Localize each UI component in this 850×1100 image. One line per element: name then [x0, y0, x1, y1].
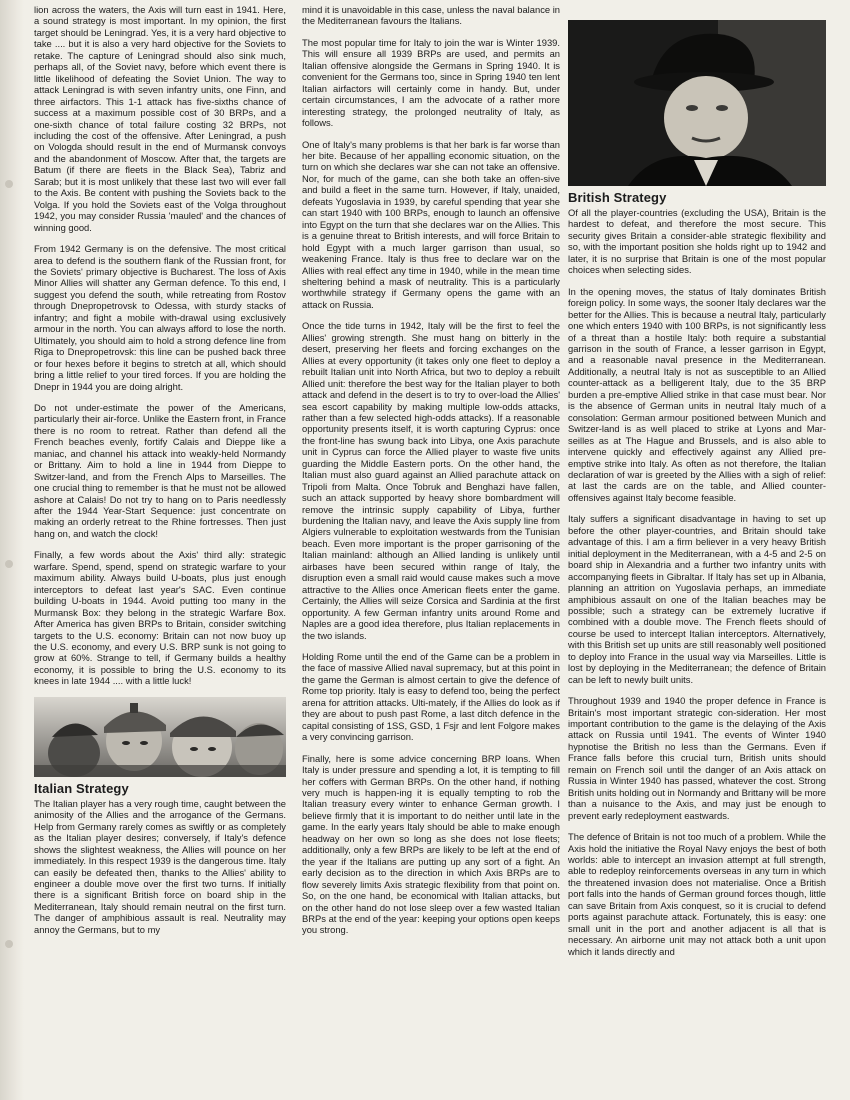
- binding-gutter: [0, 0, 24, 1100]
- section-heading-italian-strategy: Italian Strategy: [34, 780, 129, 796]
- column-1: [34, 4, 286, 945]
- paragraph: Once the tide turns in 1942, Italy will be the first to feel the Allies' growing strength. She must hang on bitterly in the desert, preserving her fleets and forcing exchanges on the Allies at every opportunity (it takes only one fleet to deploy a rebuilt Italian unit into North Africa, but two to deploy a rebuilt Allied unit: therefore the best way for the Italian player to both attack and defend in the desert is to try to over-load the Allies' sea escort capability by making multiple low-odds attacks, rather than a few selected high-odds attacks). If a reasonable opportunity presents itself, it is worth capturing Cyprus: once the front-line has swung back into Libya, one Axis parachute unit in Cyprus can force the Allied player to waste five units guarding the Middle Eastern ports. On the other hand, the Italian must also guard against an Allied parachute attack on Tripoli from Malta. Once Tobruk and Benghazi have fallen, such an attack supported by heavy shore bombardment will remove the intrinsic supply capability of Libya, further burdening the Italian navy, and leave the Axis supply line from Algiers vulnerable to exploitation westwards from the Tunisian beach. Even more important is the proper garrisoning of the Italian mainland: although an Allied landing is unlikely until airbases have been secured within range of Italy, the disruption even a small raid would cause makes such a move attractive to the Allies once American fleets enter the game. Certainly, the Allies will seize Corsica and Sardinia at the first opportunity. A few German infantry units around Rome and Naples are a good idea therefore, plus Italian replacements in the two islands.: [302, 320, 560, 641]
- section-heading-british-strategy: British Strategy: [568, 190, 667, 205]
- paragraph: From 1942 Germany is on the defensive. The most critical area to defend is the southern flank of the Russian front, for the Soviets' primary objective is Bucharest. The loss of Axis Minor Allies will shatter any German defence. To this end, I suggest you defend the south, while retreating from Rostov through Dnepropetrovsk to Odessa, with sturdy stacks of infantry; and fight a mobile with-drawal using exclusively armour in the north. You can always afford to lose the north. Ultimately, you should aim to hold a strong defence line from Riga to Dnepropetrovsk: this line can be pushed back three or four hexes before it begins to stretch at all, which should bring a little relief to your tired forces. If you are holding the Dnepr in 1944 you are doing alright.: [34, 243, 286, 392]
- paragraph: Throughout 1939 and 1940 the proper defence in France is Britain's most important strategic con-sideration. Her most important contribution to the game is the delaying of the Axis attack on Russia until 1941. The events of Winter 1940 hypnotise the British no less than the Germans. Even if France falls before this crucial turn, British units should remain on French soil until the danger of an Axis attack on Russia in Winter 1940 has passed, whatever the cost. Strong British units holding out in Normandy and Brittany will be more than a nuisance to the Axis, and may just be enough to prevent early redeployment eastwards.: [568, 695, 826, 821]
- column-3: [568, 4, 826, 967]
- paragraph: Finally, a few words about the Axis' third ally: strategic warfare. Spend, spend, spend on strategic warfare to your maximum ability. Always build U-boats, plus just enough interceptors to defeat last year's SAC. Even continue building U-boats in 1944. Avoid putting too many in the Murmansk Box: they belong in the strategic Warfare Box. After America has given BRPs to Britain, consider switching targets to the U.S. economy: Britain can not now buoy up the U.S. economy, and every U.S. BRP sunk is not going to grow at 60%. Strange to tell, if Germany builds a healthy economy, it is possible to bring the U.S. economy to its knees in late 1944 .... with a little luck!: [34, 549, 286, 687]
- paragraph: One of Italy's many problems is that her bark is far worse than her bite. Because of her appalling economic situation, on the turn on which she declares war she can not take an offensive. Nor, for much of the game, can she both take an offen-sive and build a fleet in the same turn. However, if Italy, unaided, defeats Yugoslavia in 1939, by careful spending that year she can start 1940 with 100 BRPs, enough to launch an offensive into Egypt on the turn that she declares war on the Allies. This is a genuine threat to British interests, and will force Britain to hold Egypt with a much larger garrison than usual, so weakening France. Italy is thus free to declare war on the Allies with real effect any time in 1940, while in the mean time sheltering behind a mask of neutrality. This is a particularly worthwhile strategy if Germany opens the game with an attack on Russia.: [302, 138, 560, 310]
- paragraph: mind it is unavoidable in this case, unless the naval balance in the Mediterranean favours the Italians.: [302, 4, 560, 27]
- paragraph: Of all the player-countries (excluding the USA), Britain is the hardest to defeat, and therefore the most secure. This security gives Britain a consider-able strategic flexibility and so, with the important position she holds right up to 1942 and later, it is no surprise that Britain is one of the most popular choices when selecting sides.: [568, 207, 826, 276]
- italian-soldiers-photo: [34, 697, 286, 777]
- column-2: [302, 4, 560, 946]
- paragraph: The most popular time for Italy to join the war is Winter 1939. This will ensure all 1939 BRPs are used, and permits an Italian offensive alongside the Germans in Spring 1940. It is convenient for the Germans too, since in Spring 1940 ten lent Italian airfactors will certainly come in handy. But, under certain circumstances, I am the advocate of a rather more interesting strategy, the prolonged neutrality of Italy, as follows.: [302, 36, 560, 129]
- paragraph: The Italian player has a very rough time, caught between the animosity of the Allies and the arrogance of the Germans. Help from Germany rarely comes as swiftly or as completely as the Italian player desires; conversely, if Italy's defence shows the slightest weakness, the Allies will pounce on her immediately. In this respect 1939 is the dangerous time. Italy can easily be defeated then, thanks to the Allies' ability to engineer a double move over the first two turns. If initially there is a significant British force on board ship in the Mediterranean, Italy should remain neutral on the first turn. The danger of amphibious assault is real. Neutrality may annoy the Germans, but to my: [34, 797, 286, 935]
- paragraph: Do not under-estimate the power of the Americans, particularly their air-force. Unlike the Eastern front, in France there is no room to retreat. Rather than defend all the French beaches evenly, fortify Calais and Dieppe like a maniac, and channel his attack into weakly-held Normandy or Brittany. Aim to hold a line in 1944 from Dieppe to Switzer-land, and from the French Alps to Marseilles. The one crucial thing to remember is that he must not be allowed ashore at Calais! Do not try to hang on to Paris needlessly after the 1944 Year-Start Sequence: just concentrate on making an orderly retreat to the Rhine fortresses. Then just hang on, and watch the clock!: [34, 401, 286, 539]
- churchill-photo: [568, 20, 826, 186]
- paragraph: lion across the waters, the Axis will turn east in 1941. Here, a sound strategy is most important. In my opinion, the first target should be Leningrad. Yes, it is a very hard objective to take .... but it is also a very hard objective for the Soviets to retake. The capture of Leningrad should also sink much, perhaps all, of the Soviet navy, before which event there is little likelihood of defeating the Soviet Union. The way to attack Leningrad is with seven infantry units, one Finn, and three airfactors. This 1-1 attack has five-sixths chance of success at a maximum possible cost of 30 BRPs, and a one-sixth chance of total failure costing 32 BRPs, not including the cost of the offensive. After Leningrad, a push on Vologda should result in the end of Murmansk convoys and the abandonment of Moscow. After that, the targets are Batum (if there are fleets in the Black Sea), Tabriz and Sarab; but it is most unlikely that these last two will ever fall to the Axis. Be content with pushing the Soviets back to the Volga. If you hold the Soviets east of the Volga throughout 1942, you may consider Russia 'mauled' and the chances of winning good.: [34, 4, 286, 233]
- paragraph: In the opening moves, the status of Italy dominates British foreign policy. In some ways, the sooner Italy declares war the better for the Allies. This is because a neutral Italy, particularly one which enters 1940 with 100 BRPs, is not significantly less of a threat than a hostile Italy: both require a substantial garrison in the south of France, a lesser garrison in Egypt, and a reasonable naval presence in the Mediterranean. Additionally, a neutral Italy is not as susceptible to an Allied counter-attack as a belligerent Italy, due to the 35 BRP burden a pre-emptive Allied strike in that case must bear. Nor is the absence of German units in neutral Italy much of a consolation: German armour positioned between Munich and Switzer-land is as well placed to strike at Lyons and Mar-seilles as at The Hague and Brussels, and is also able to intervene quickly and effectively against any Allied pre-emptive strike into Italy. As often as not therefore, the Italian declaration of war is greeted by the Allies with a sigh of relief: at last the cards are on the table, and Allied counter-offensives against Italy become feasible.: [568, 285, 826, 503]
- paragraph: The defence of Britain is not too much of a problem. While the Axis hold the initiative the Royal Navy enjoys the best of both worlds: able to intercept an invasion attempt at full strength, able to redeploy reinforcements overseas in any turn in which the threatened invasion does not materialise. Once a British port falls into the hands of German ground forces though, little can save Britain from Axis conquest, so it is crucial to defend ports against parachute attack. Fortunately, this is easy: one small unit in the port and another adjacent is all that is necessary. An airborne unit may not attack both a unit upon which it lands directly and: [568, 831, 826, 957]
- paragraph: Italy suffers a significant disadvantage in having to set up before the other player-countries, and Britain should take advantage of this. I am a firm believer in a very heavy British initial deployment in the Mediterranean, with a 4-5 and 2-5 on board ship in Alexandria and a further two infantry units with accompanying fleets in Gibraltar. If Italy has set up in Albania, planning an attrition on Yugoslavia perhaps, an immediate amphibious assault on one of the Italian beaches may be possible; such a strategy can be extremely lucrative if combined with a double move. The French fleets should of course be used to intercept Italian interceptors. Alternatively, with this British set up units are still reasonably well positioned to deploy into France in the usual way via Marseilles. Little is lost by deploying in the Mediterranean; the defence of Britain can be left to newly built units.: [568, 513, 826, 685]
- paragraph: Finally, here is some advice concerning BRP loans. When Italy is under pressure and spending a lot, it is tempting to fill her coffers with German BRPs. On the other hand, if nothing very much is happen-ing it is equally tempting to rob the Italian treasury every winter to enhance German growth. I believe firmly that it is important to do neither until late in the game. In the early years Italy should be able to make enough headway on her own so long as she does not lose fleets; additionally, only a few BRPs are likely to be left at the end of the year if the Italians are putting up any sort of a fight. An early decision as to the direction in which Axis BRPs are to flow severely limits Axis strategic flexibility from that point on. So, on the one hand, be economical with Italian attacks, but on the other hand do not lose sleep over a few wasted Italian BRPs at the end of the year: keeping your options open keeps you strong.: [302, 752, 560, 936]
- paragraph: Holding Rome until the end of the Game can be a problem in the face of massive Allied naval supremacy, but at this point in the game the German is almost certain to give the defence of Rome top priority. Italy is easy to defend too, being the perfect arena for attrition attacks. Ulti-mately, if the Allies do look as if they are about to push past Rome, a last ditch defence in the capital consisting of 1SS, GSD, 1 Fsjr and lent Folgore makes a very convincing garrison.: [302, 651, 560, 743]
